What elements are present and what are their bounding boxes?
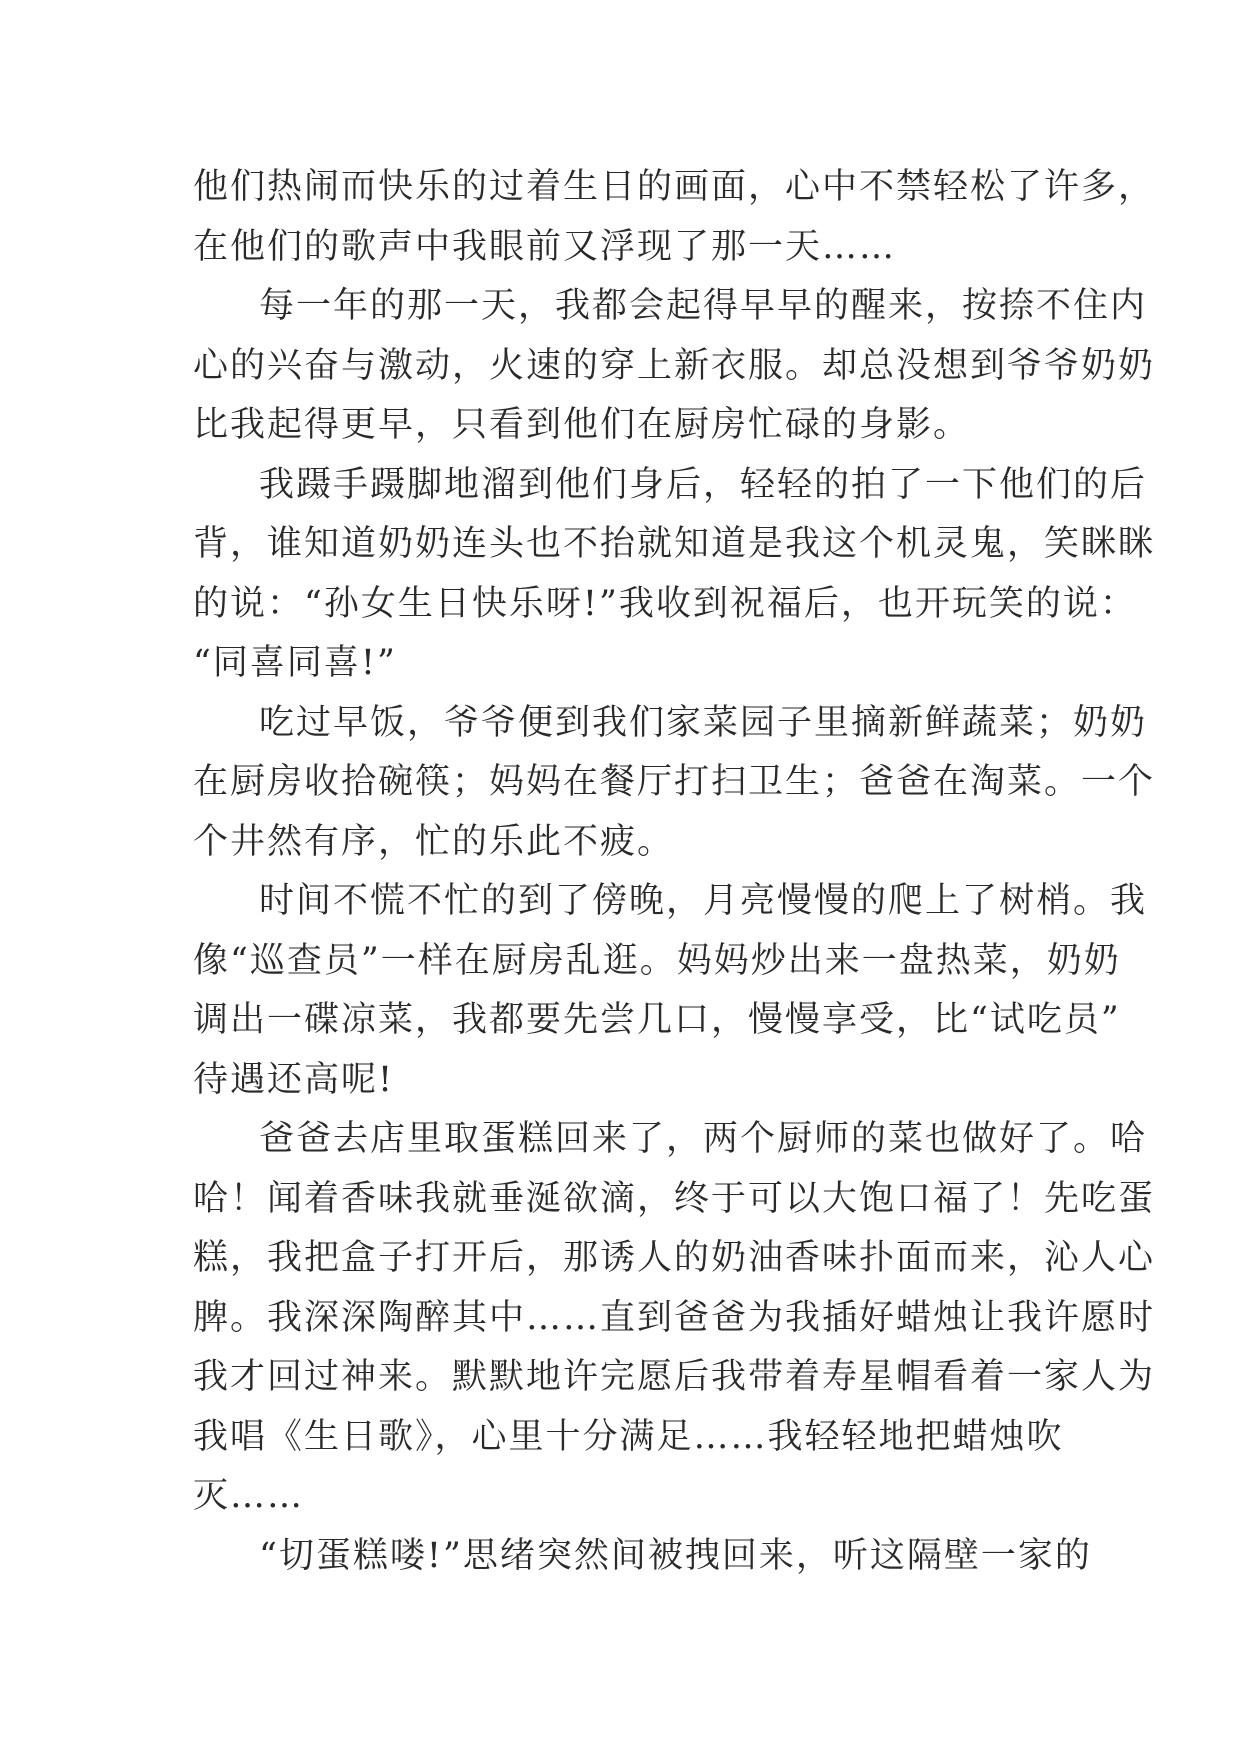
text-line: 脾。我深深陶醉其中……直到爸爸为我插好蜡烛让我许愿时 [193,1297,1156,1338]
text-line: 在厨房收拾碗筷；妈妈在餐厅打扫卫生；爸爸在淘菜。一个 [193,762,1156,802]
body-text [193,158,1156,1586]
text-line: 调出一碟凉菜，我都要先尝几口，慢慢享受，比“试吃员” [193,1000,1121,1040]
text-line: 背，谁知道奶奶连头也不抬就知道是我这个机灵鬼，笑眯眯 [193,524,1156,564]
text-line: 爸爸去店里取蛋糕回来了，两个厨师的菜也做好了。哈 [259,1119,1148,1159]
text-line: 的说：“孙女生日快乐呀!”我收到祝福后，也开玩笑的说： [193,583,1137,624]
text-line: 我蹑手蹑脚地溜到他们身后，轻轻的拍了一下他们的后 [259,464,1148,505]
text-line: 每一年的那一天，我都会起得早早的醒来，按捺不住内 [259,286,1148,326]
text-line: “同喜同喜!” [193,643,397,683]
text-line: 哈！闻着香味我就垂涎欲滴，终于可以大饱口福了！先吃蛋 [193,1178,1156,1219]
text-line: 我唱《生日歌》，心里十分满足……我轻轻地把蜡烛吹 [193,1416,1064,1457]
text-line: 糕，我把盒子打开后，那诱人的奶油香味扑面而来，沁人心 [193,1238,1156,1278]
text-line: 时间不慌不忙的到了傍晚，月亮慢慢的爬上了树梢。我 [259,881,1148,921]
text-line: 我才回过神来。默默地许完愿后我带着寿星帽看着一家人为 [193,1357,1156,1397]
text-line: 心的兴奋与激动，火速的穿上新衣服。却总没想到爷爷奶奶 [193,345,1156,386]
text-line: 在他们的歌声中我眼前又浮现了那一天…… [193,226,897,267]
text-line: “切蛋糕喽!”思绪突然间被拽回来，听这隔壁一家的 [259,1535,1092,1576]
text-line: 灭…… [193,1476,305,1516]
text-line: 他们热闹而快乐的过着生日的画面，心中不禁轻松了许多， [193,167,1156,207]
text-line: 像“巡查员”一样在厨房乱逛。妈妈炒出来一盘热菜，奶奶 [193,940,1121,981]
text-line: 吃过早饭，爷爷便到我们家菜园子里摘新鲜蔬菜；奶奶 [259,702,1148,743]
text-line: 个井然有序，忙的乐此不疲。 [193,821,675,862]
text-line: 待遇还高呢! [193,1059,395,1100]
text-line: 比我起得更早，只看到他们在厨房忙碌的身影。 [193,405,971,445]
